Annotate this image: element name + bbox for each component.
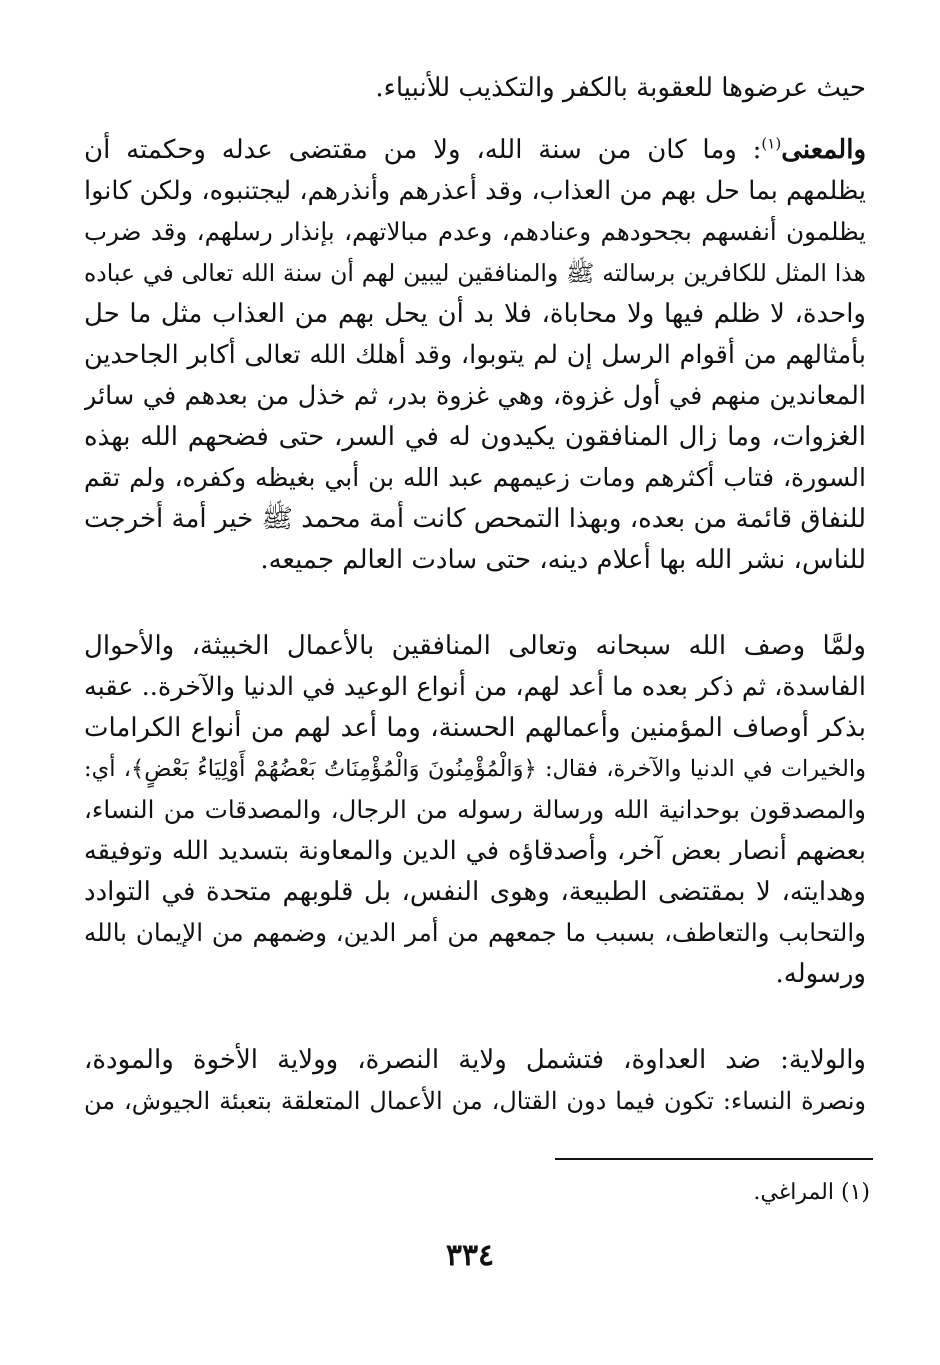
paragraph-1-line: هذا المثل للكافرين برسالته ﷺ والمنافقين ليبين لهم أن سنة الله تعالى في عباده — [84, 259, 866, 287]
footnote-marker: (١) — [761, 134, 782, 153]
paragraph-1-line: يظلمون أنفسهم بجحودهم وعنادهم، وعدم مبالاتهم، بإنذار رسلهم، وقد ضرب — [84, 217, 866, 246]
continuation-line: حيث عرضوها للعقوبة بالكفر والتكذيب للأنبياء. — [375, 73, 866, 103]
paragraph-1-line: للناس، نشر الله بها أعلام دينه، حتى سادت العالم جميعه. — [260, 545, 866, 575]
page-number: ٣٣٤ — [445, 1238, 495, 1273]
footnote-divider — [555, 1158, 873, 1160]
paragraph-2-line: بذكر أوصاف المؤمنين وأعمالهم الحسنة، وما أعد لهم من أنواع الكرامات — [84, 713, 866, 743]
lead-rest: : وما كان من سنة الله، ولا من مقتضى عدله وحكمته أن — [84, 135, 762, 165]
paragraph-2-line: والتحابب والتعاطف، بسبب ما جمعهم من أمر الدين، وضمهم من الإيمان بالله — [84, 918, 866, 947]
paragraph-2-line: والمصدقون بوحدانية الله ورسالة رسوله من الرجال، والمصدقات من النساء، — [84, 795, 866, 824]
paragraph-3-line: والولاية: ضد العداوة، فتشمل ولاية النصرة، وولاية الأخوة والمودة، — [84, 1045, 866, 1075]
lead-word: والمعنى — [781, 135, 866, 165]
paragraph-2-line: بعضهم أنصار بعض آخر، وأصدقاؤه في الدين والمعاونة بتسديد الله وتوفيقه — [84, 836, 866, 866]
paragraph-1-line: للنفاق قائمة من بعده، وبهذا التمحص كانت أمة محمد ﷺ خير أمة أخرجت — [84, 504, 866, 534]
paragraph-1-line: واحدة، لا ظلم فيها ولا محاباة، فلا بد أن يحل بهم من العذاب مثل ما حل — [84, 299, 866, 329]
paragraph-3-line: ونصرة النساء: تكون فيما دون القتال، من الأعمال المتعلقة بتعبئة الجيوش، من — [84, 1087, 866, 1115]
paragraph-2-line: ورسوله. — [775, 959, 866, 989]
paragraph-2-line: الفاسدة، ثم ذكر بعده ما أعد لهم، من أنواع الوعيد في الدنيا والآخرة.. عقبه — [84, 672, 866, 702]
paragraph-1-line: المعاندين منهم في أول غزوة، وهي غزوة بدر، ثم خذل من بعدهم في سائر — [84, 381, 866, 411]
paragraph-2-line: وهدايته، لا بمقتضى الطبيعة، وهوى النفس، بل قلوبهم متحدة في التوادد — [84, 877, 866, 907]
paragraph-1-line: يظلمهم بما حل بهم من العذاب، وقد أعذرهم وأنذرهم، ليجتنبوه، ولكن كانوا — [84, 176, 866, 206]
footnote: (١) المراغي. — [753, 1180, 870, 1205]
paragraph-2-line: ولمَّا وصف الله سبحانه وتعالى المنافقين بالأعمال الخبيثة، والأحوال — [84, 631, 866, 661]
paragraph-1-line-1 — [84, 130, 866, 170]
paragraph-2-line: والخيرات في الدنيا والآخرة، فقال: ﴿وَالْمُؤْمِنُونَ وَالْمُؤْمِنَاتُ بَعْضُهُمْ أَوْلِيَاءُ بَعْضٍ﴾، أي: — [84, 756, 866, 782]
paragraph-1-line: السورة، فتاب أكثرهم ومات زعيمهم عبد الله بن أبي بغيظه وكفره، ولم تقم — [84, 463, 866, 492]
paragraph-1-line: بأمثالهم من أقوام الرسل إن لم يتوبوا، وقد أهلك الله تعالى أكابر الجاحدين — [84, 340, 866, 370]
paragraph-1-line: الغزوات، وما زال المنافقون يكيدون له في السر، حتى فضحهم الله بهذه — [84, 422, 866, 452]
